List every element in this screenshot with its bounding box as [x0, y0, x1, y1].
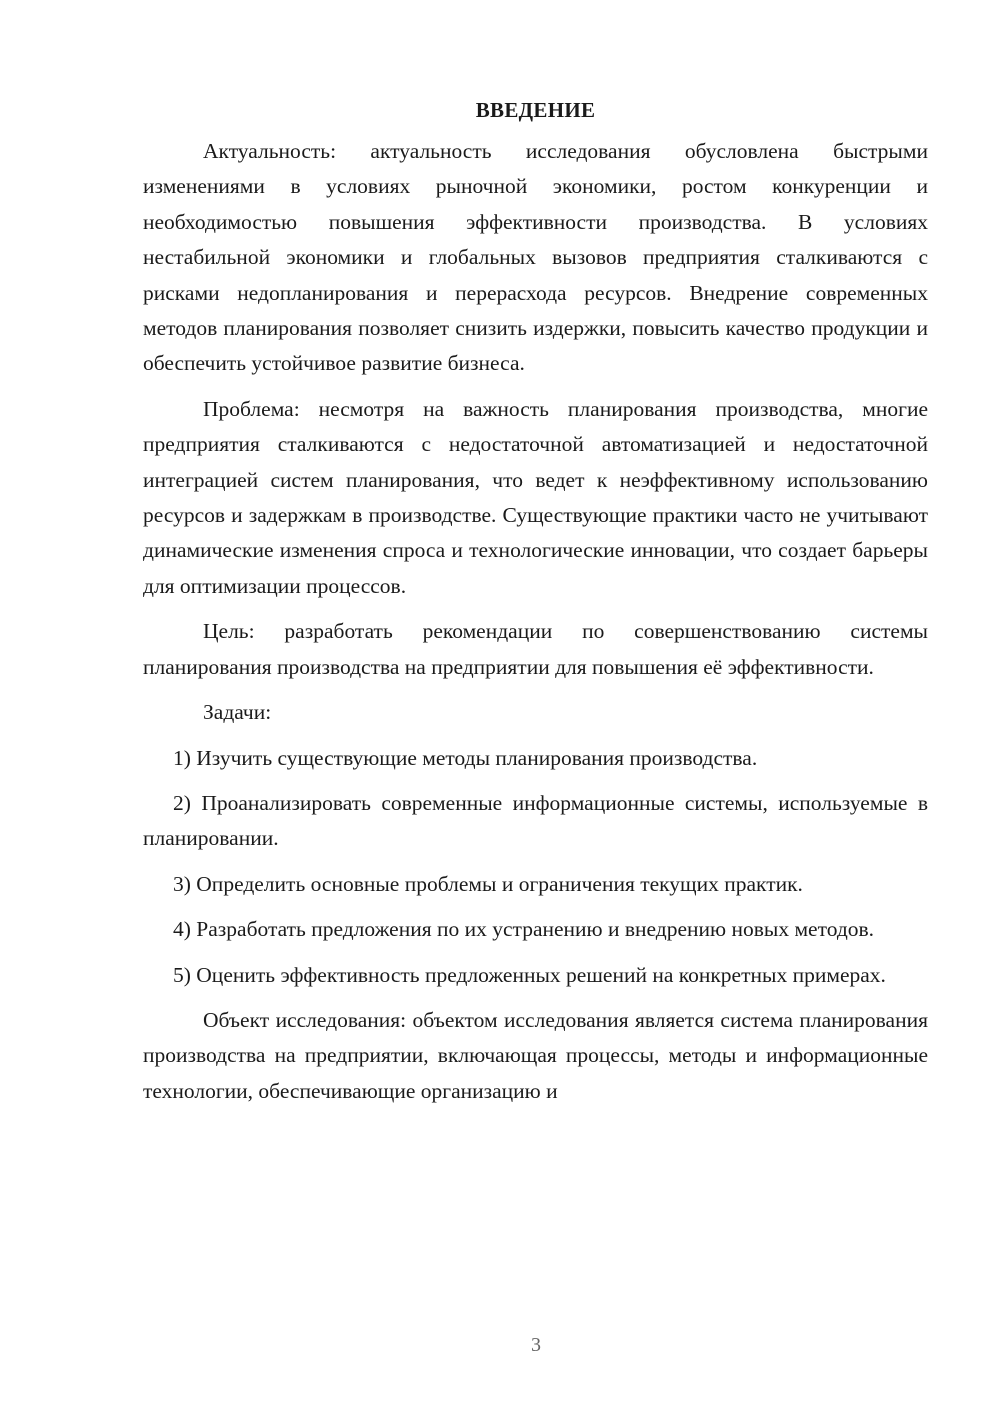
relevance-paragraph: Актуальность: актуальность исследования обусловлена быстрыми изменениями в условиях рыночной экономики, ростом конкуренции и необходимостью повышения эффективности производства. В условиях нестабильной экономики и глобальных вызовов предприятия сталкиваются с рисками недопланирования и перерасхода ресурсов. Внедрение современных методов планирования позволяет снизить издержки, повысить качество продукции и обеспечить устойчивое развитие бизнеса.: [143, 139, 928, 376]
section-title: ВВЕДЕНИЕ: [475, 98, 596, 122]
task-item-2: 2) Проанализировать современные информационные системы, используемые в планировании.: [143, 790, 928, 851]
goal-paragraph: Цель: разработать рекомендации по совершенствованию системы планирования производства на предприятии для повышения её эффективности.: [143, 619, 928, 679]
document-page: [143, 96, 928, 1119]
tasks-heading: Задачи:: [203, 700, 272, 725]
task-item-4: 4) Разработать предложения по их устранению и внедрению новых методов.: [173, 917, 875, 942]
task-item-1: 1) Изучить существующие методы планирования производства.: [173, 745, 758, 770]
task-item-5: 5) Оценить эффективность предложенных решений на конкретных примерах.: [173, 962, 886, 987]
task-item-3: 3) Определить основные проблемы и ограничения текущих практик.: [173, 871, 803, 896]
object-paragraph: Объект исследования: объектом исследования является система планирования производства на предприятии, включающая процессы, методы и информационные технологии, обеспечивающие организацию и: [143, 1007, 928, 1103]
problem-paragraph: Проблема: несмотря на важность планирования производства, многие предприятия сталкиваются с недостаточной автоматизацией и недостаточной интеграцией систем планирования, что ведет к неэффективному использованию ресурсов и задержкам в производстве. Существующие практики часто не учитывают динамические изменения спроса и технологические инновации, что создает барьеры для оптимизации процессов.: [143, 396, 928, 598]
page-number: 3: [531, 1334, 541, 1356]
